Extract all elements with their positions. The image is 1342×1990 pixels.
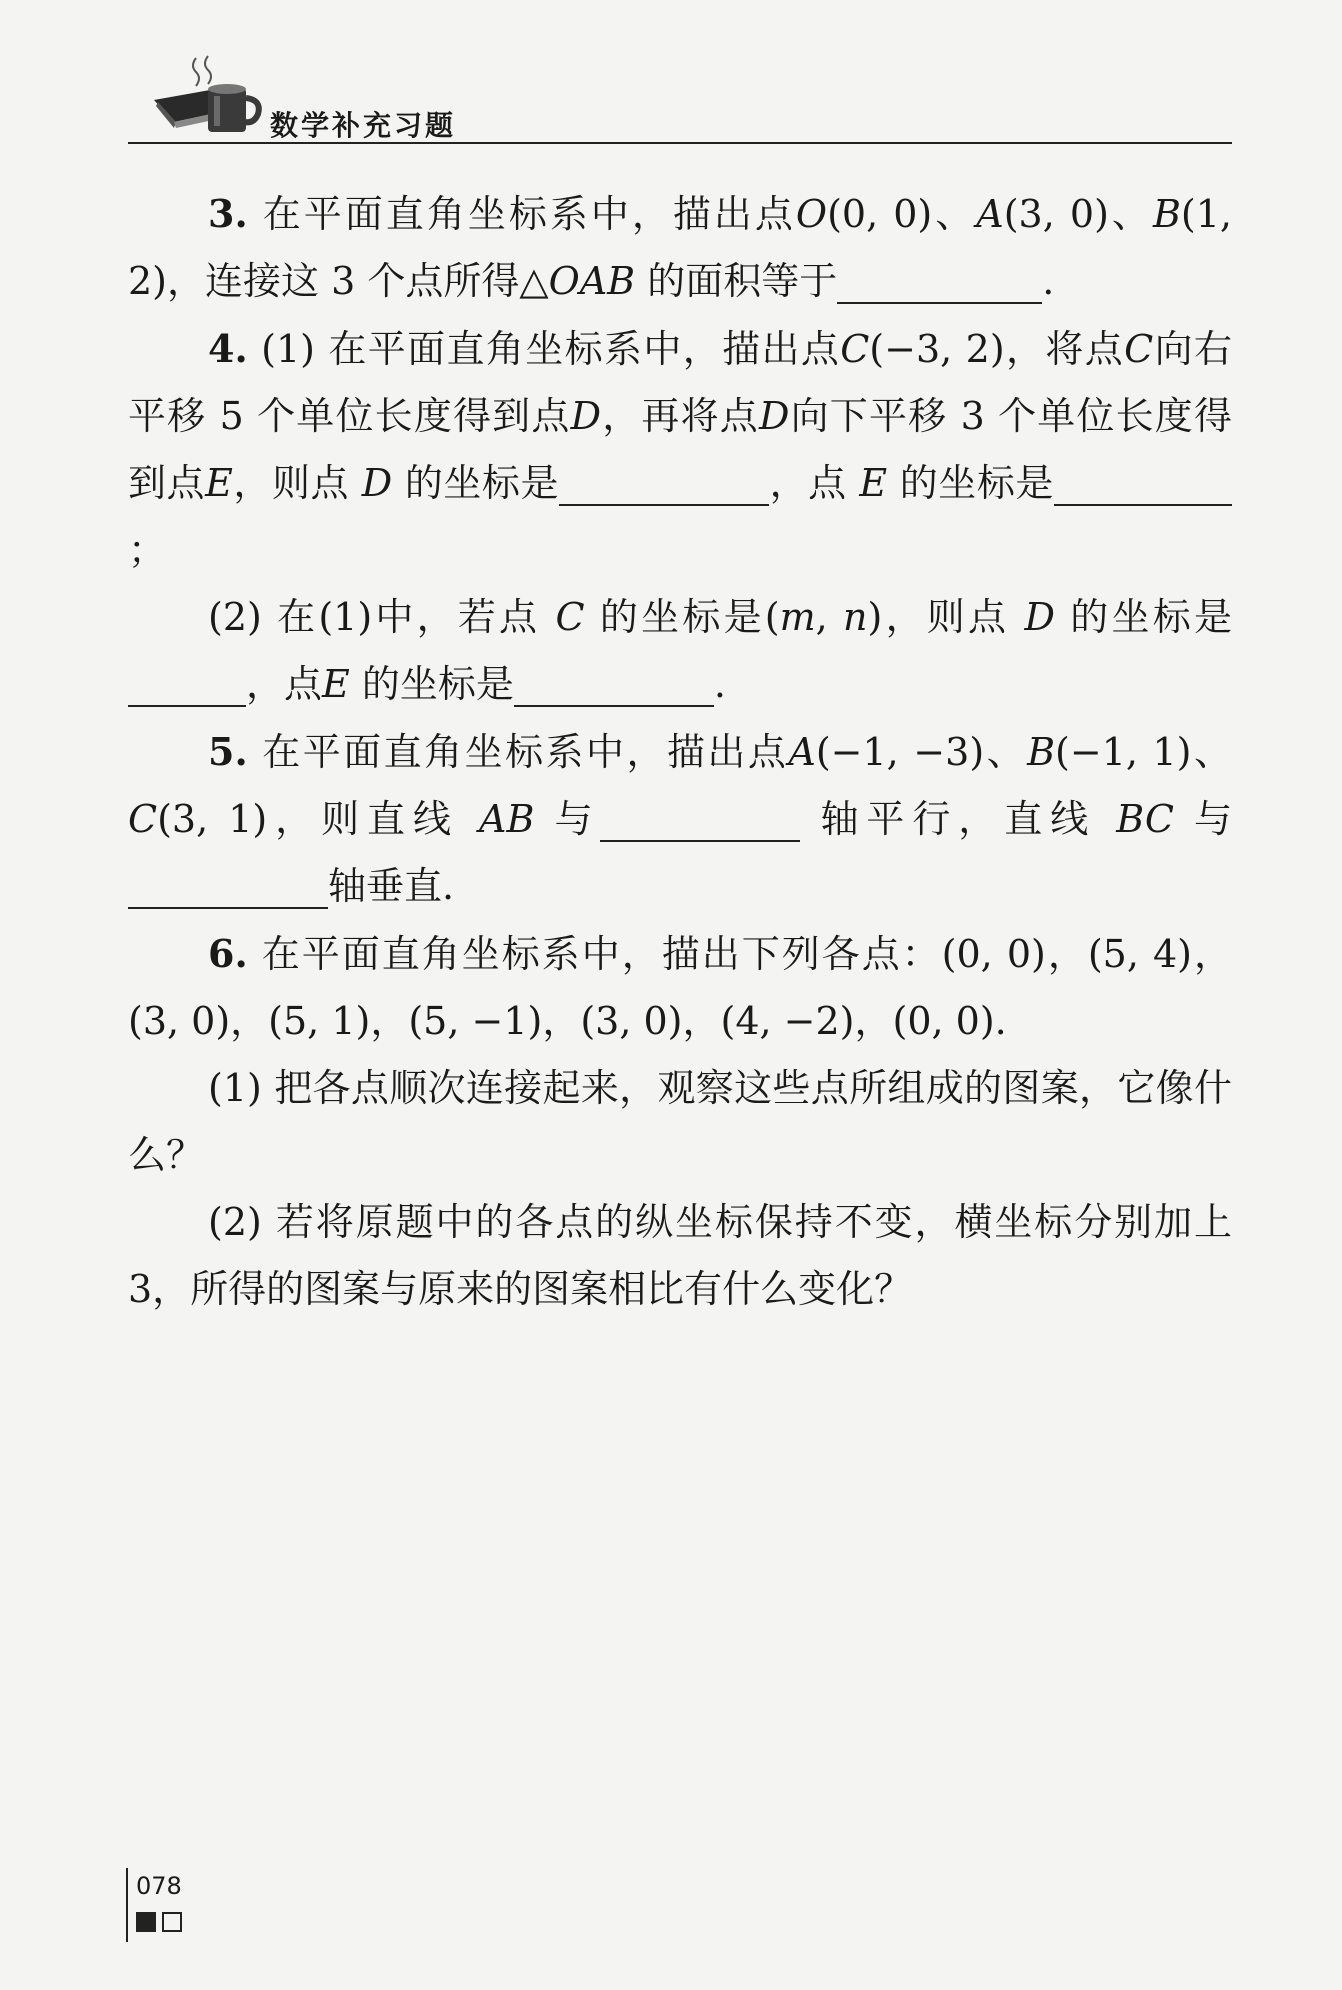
problem-number: 4. (208, 326, 248, 371)
text: (−3, 2)，将点 (869, 327, 1125, 371)
text: 与 (554, 797, 601, 841)
filled-square-icon (136, 1912, 156, 1932)
var: D (570, 394, 602, 438)
var: E (205, 461, 233, 505)
text: 在平面直角坐标系中，描出下列各点：(0, 0)，(5, 4)，(3, 0)，(5, 1)，(5, −1)，(3, 0)，(4, −2)，(0, 0). (128, 932, 1232, 1043)
text: 在平面直角坐标系中，描出点 (262, 192, 796, 236)
var: C (1124, 327, 1154, 371)
var: C (840, 327, 870, 371)
page-header (128, 48, 1232, 148)
text: ，点 (246, 662, 323, 706)
answer-blank[interactable] (1054, 460, 1232, 506)
problem-6 (128, 920, 1232, 1055)
text: 的坐标是( (599, 595, 780, 639)
var: D (1024, 595, 1055, 639)
text: (−1, 1)、 (1055, 730, 1232, 774)
var: D (758, 394, 790, 438)
text: 的坐标是 (1070, 595, 1232, 639)
footer-rule (126, 1868, 128, 1942)
text: 向右平移 5 个单位长度得到点 (128, 327, 1232, 438)
answer-blank[interactable] (128, 661, 246, 707)
text: ，则点 (232, 461, 350, 505)
text: , (815, 595, 844, 639)
header-rule (128, 142, 1232, 144)
var: B (1027, 730, 1056, 774)
text: 在平面直角坐标系中，描出点 (262, 730, 789, 774)
var: n (843, 595, 868, 639)
text: (1, 2)，连接这 3 个点所得△ (128, 192, 1232, 303)
answer-blank[interactable] (559, 460, 769, 506)
empty-square-icon (162, 1912, 182, 1932)
text: . (1042, 259, 1055, 303)
text: 的坐标是 (404, 461, 560, 505)
text: ，点 (769, 461, 847, 505)
text: . (713, 662, 726, 706)
var: BC (1116, 797, 1174, 841)
answer-blank[interactable] (128, 863, 328, 909)
problem-number: 6. (208, 931, 248, 976)
text: ； (128, 528, 167, 572)
var: AB (479, 797, 535, 841)
header-title: 数学补充习题 (270, 109, 457, 142)
problem-number: 3. (208, 191, 248, 236)
text: (0, 0)、 (827, 192, 977, 236)
var: OAB (548, 259, 636, 303)
text: (3, 0)、 (1003, 192, 1153, 236)
var: C (128, 797, 158, 841)
text: (1) 在平面直角坐标系中，描出点 (261, 327, 841, 371)
var: m (779, 595, 816, 639)
text: 的面积等于 (647, 259, 838, 303)
var: B (1152, 192, 1181, 236)
books-and-mug-icon (152, 52, 272, 138)
problem-6-question-1: (1) 把各点顺次连接起来，观察这些点所组成的图案，它像什么？ (128, 1066, 1232, 1177)
text: )，则点 (867, 595, 1010, 639)
answer-blank[interactable] (837, 258, 1042, 304)
problem-5 (128, 718, 1232, 920)
text: (3, 1)，则直线 (157, 797, 459, 841)
text: 向下平移 3 个单位长度得到点 (128, 394, 1232, 505)
problem-3 (128, 180, 1232, 315)
var: D (361, 461, 393, 505)
text: 轴平行，直线 (820, 797, 1097, 841)
answer-blank[interactable] (514, 661, 714, 707)
text: 的坐标是 (361, 662, 514, 706)
text: ，再将点 (601, 394, 759, 438)
text: 的坐标是 (899, 461, 1054, 505)
var: A (976, 192, 1004, 236)
exercise-content (128, 180, 1232, 1323)
var: O (795, 192, 828, 236)
var: A (788, 730, 816, 774)
problem-4-part-2 (128, 584, 1232, 718)
text: 与 (1193, 797, 1232, 841)
problem-4-part-1 (128, 315, 1232, 584)
text: 轴垂直. (328, 864, 455, 908)
page-number: 078 (136, 1872, 182, 1900)
var: E (322, 662, 350, 706)
var: C (555, 595, 585, 639)
var: E (859, 461, 888, 505)
answer-blank[interactable] (600, 796, 800, 842)
problem-6-question-2: (2) 若将原题中的各点的纵坐标保持不变，横坐标分别加上 3，所得的图案与原来的图案相比有什么变化？ (128, 1200, 1232, 1311)
problem-number: 5. (208, 729, 248, 774)
text: (−1, −3)、 (815, 730, 1028, 774)
text: (2) 在(1)中，若点 (208, 595, 541, 639)
